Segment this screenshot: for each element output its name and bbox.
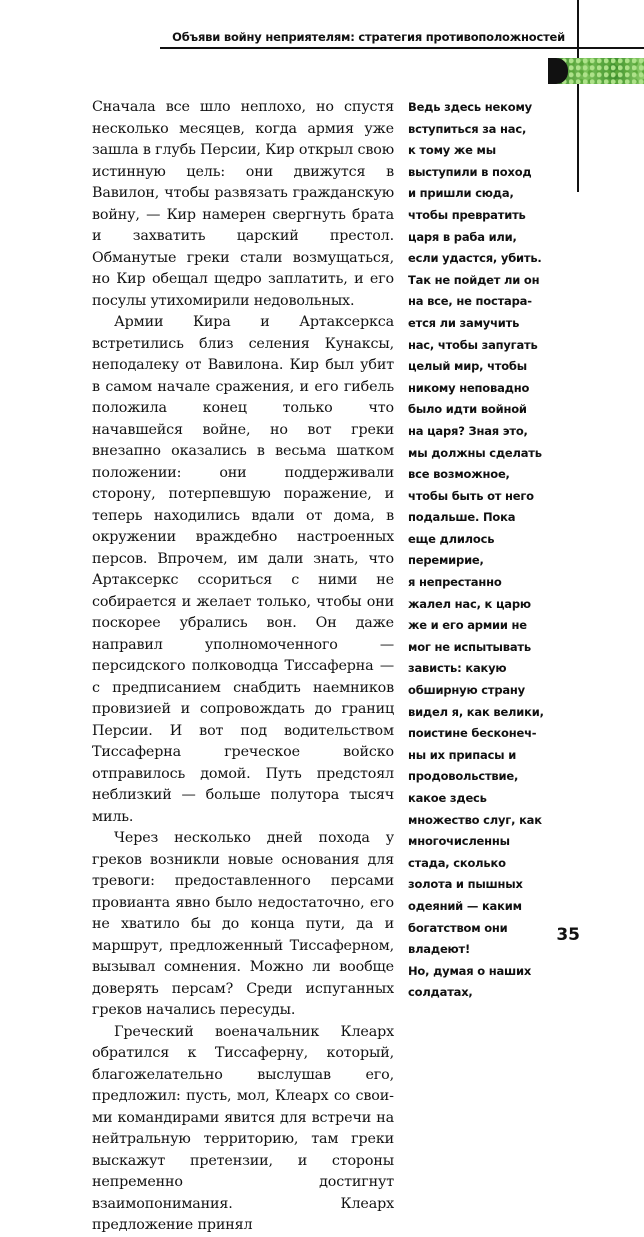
sidebar-quote-line: никому неповадно — [408, 380, 530, 395]
sidebar-quote-line: жалел нас, к царю — [408, 596, 531, 611]
header-vertical-rule — [577, 0, 579, 192]
sidebar-quote-line: продовольствие, — [408, 769, 519, 784]
sidebar-quote-line: одеяний — каким — [408, 898, 522, 913]
sidebar-quote-line: и пришли сюда, — [408, 186, 514, 201]
paragraph: Греческий военачальник Клеарх обратился к Тиссаферну, который, благожелательно выслушав его, предложил: пусть, мол, Клеарх со своими командирами явится для встречи на нейтральную территорию, там греки выскажут претензии, и стороны непременно достигнут взаимопонимания. Клеарх предложение принял — [92, 1023, 394, 1233]
sidebar-quote-line: поистине бесконеч- — [408, 726, 537, 741]
sidebar-quote-line: Так не пойдет ли он — [408, 272, 540, 287]
sidebar-quote-line: солдатах, — [408, 985, 473, 1000]
sidebar-quote-line: если удастся, убить. — [408, 251, 542, 266]
sidebar-quote-line: нас, чтобы запугать — [408, 337, 538, 352]
sidebar-quote-line: ны их припасы и — [408, 747, 517, 762]
sidebar-quote-line: к тому же мы — [408, 143, 496, 158]
sidebar-quote-line: все возможное, — [408, 467, 510, 482]
sidebar-quote-line: видел я, как велики, — [408, 704, 544, 719]
sidebar-quote-line: множество слуг, как — [408, 812, 542, 827]
sidebar-quote-line: богатством они — [408, 920, 508, 935]
sidebar-quote-line: же и его армии не — [408, 618, 527, 633]
sidebar-quote-line: еще длилось — [408, 531, 495, 546]
sidebar-quote-line: чтобы быть от него — [408, 488, 534, 503]
sidebar-quote-line: Ведь здесь некому — [408, 100, 532, 114]
sidebar-quote-line: какое здесь — [408, 791, 487, 805]
sidebar-quote-line: чтобы превратить — [408, 207, 526, 222]
sidebar-quote-line: золота и пышных — [408, 877, 523, 892]
sidebar-quote-line: целый мир, чтобы — [408, 359, 527, 374]
sidebar-quote-line: зависть: какую — [408, 661, 507, 676]
header-horizontal-rule — [160, 47, 644, 49]
paragraph: Сначала все шло неплохо, но спустя несколько месяцев, когда армия уже зашла в глубь Персии, Кир открыл свою истинную цель: они движутся в Вавилон, чтобы развязать гражданскую войну, — Кир намерен свергнуть брата и захватить царский престол. Обманутые греки стали возмущаться, но Кир обещал щедро заплатить, и его посулы утихомирили недовольных. — [92, 99, 394, 309]
sidebar-quote-line: ется ли замучить — [408, 315, 520, 330]
main-text-column — [92, 97, 394, 1237]
sidebar-quote-line: вступиться за нас, — [408, 121, 527, 136]
sidebar-quote-line: мы должны сделать — [408, 445, 542, 460]
sidebar-quote-line: мог не испытывать — [408, 639, 531, 654]
sidebar-quote-line: перемирие, — [408, 553, 484, 568]
sidebar-quote-line: я непрестанно — [408, 575, 502, 590]
sidebar-quote-line: обширную страну — [408, 683, 525, 698]
paragraph: Армии Кира и Артаксеркса встретились близ селения Кунаксы, неподалеку от Вавилона. Кир был убит в самом начале сражения, и его гибель положила конец только что начавшейся войне, но вот греки внезапно оказались в весьма шатком положении: они поддерживали сторону, потерпевшую поражение, и теперь находились вдали от дома, в окружении враждебно настроенных персов. Впрочем, им дали знать, что Артаксеркс ссориться с ними не собирается и желает только, чтобы они поскорее убрались вон. Он даже направил уполномоченного — персидского полководца Тиссаферна — с предписанием снабдить наемников провизией и сопровождать до границ Персии. И вот под водительством Тиссаферна греческое войско отправилось домой. Путь предстоял неблизкий — больше полутора тысяч миль. — [92, 314, 394, 825]
sidebar-quote-line: выступили в поход — [408, 164, 532, 179]
sidebar-quote-line: на все, не постара- — [408, 294, 532, 309]
sidebar-quote-line: подальше. Пока — [408, 510, 516, 525]
paragraph: Через несколько дней похода у греков возникли новые основания для тревоги: предоставленного персами провианта явно было недостаточно, его не хватило бы до конца пути, да и маршрут, предложенный Тиссаферном, вызывал сомнения. Можно ли вообще доверять персам? Среди испуганных греков начались пересуды. — [92, 830, 394, 1018]
sidebar-quote-line: стада, сколько — [408, 855, 506, 870]
sidebar-quote-line: владеют! — [408, 942, 471, 957]
sidebar-quote-line: на царя? Зная это, — [408, 423, 528, 438]
sidebar-quote-line: Но, думая о наших — [408, 963, 532, 978]
sidebar-quote-line: было идти войной — [408, 402, 527, 417]
sidebar-quote-line: царя в раба или, — [408, 229, 517, 244]
sidebar-quote — [408, 97, 568, 1004]
page-number: 35 — [556, 925, 580, 945]
sidebar-quote-line: многочисленны — [408, 834, 510, 849]
running-title: Объяви войну неприятелям: стратегия противоположностей — [172, 30, 565, 44]
